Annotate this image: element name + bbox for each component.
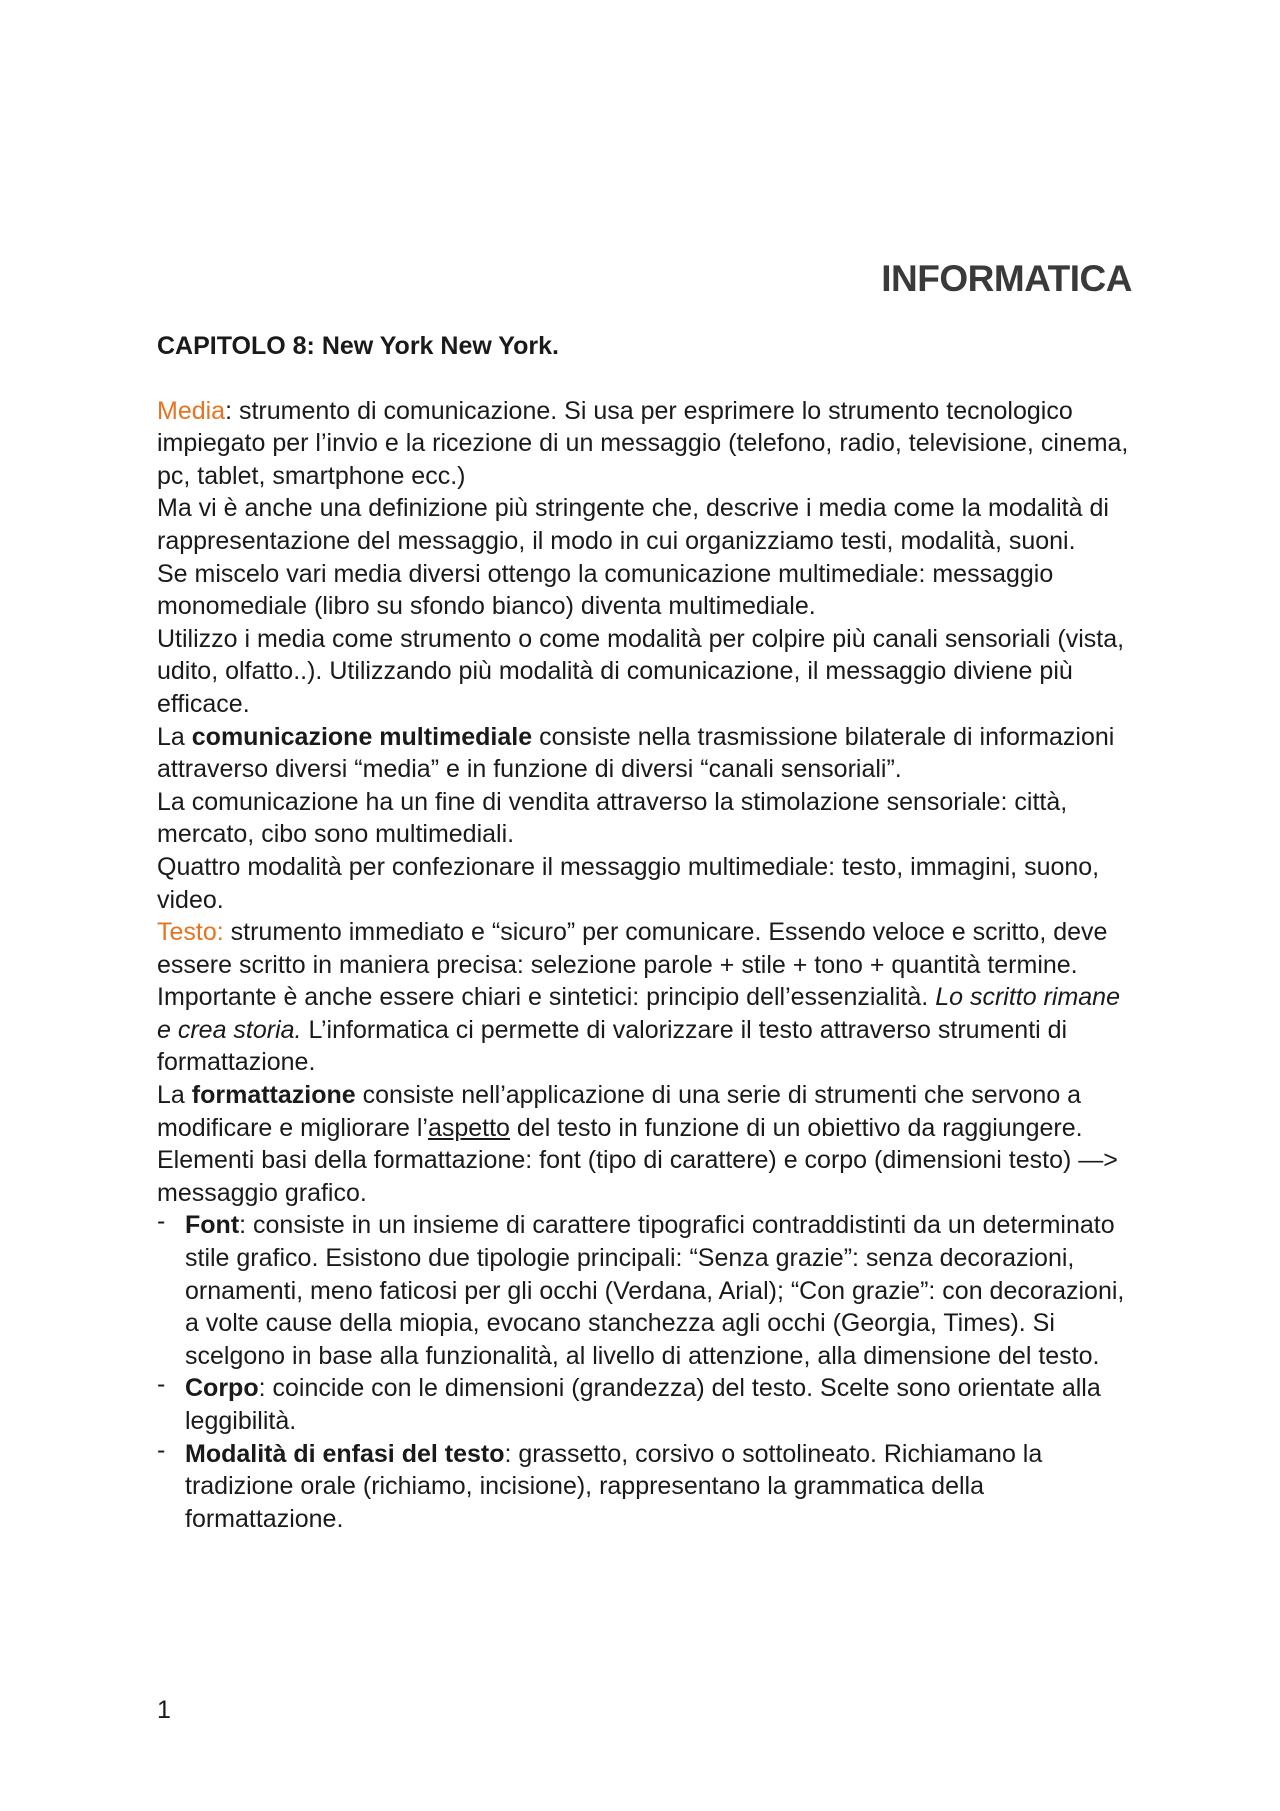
- text-fragment: consiste nella trasmissione bilaterale di informazioni attraverso diversi “media” e in funzione di diversi “canali sensoriali”.: [157, 722, 1115, 784]
- list-item-corpo: [157, 1372, 1137, 1437]
- dash-bullet: -: [157, 1435, 166, 1464]
- term-corpo: Corpo: [185, 1374, 259, 1403]
- text-fragment: La: [157, 722, 192, 751]
- list-item-text: : grassetto, corsivo o sottolineato. Richiamano la tradizione orale (richiamo, incisione), rappresentano la grammatica della formattazione.: [185, 1439, 1043, 1533]
- paragraph-vendita: La comunicazione ha un fine di vendita attraverso la stimolazione sensoriale: città, mercato, cibo sono multimediali.: [157, 787, 1068, 849]
- paragraph-multimedia-1: Se miscelo vari media diversi ottengo la comunicazione multimediale: messaggio monomediale (libro su sfondo bianco) diventa multimediale.: [157, 559, 1054, 621]
- term-comunicazione-multimediale: comunicazione multimediale: [191, 722, 533, 751]
- paragraph-comunicazione-multimediale: [157, 721, 1137, 786]
- term-media: Media: [157, 396, 226, 425]
- paragraph-multimedia-2: Utilizzo i media come strumento o come modalità per colpire più canali sensoriali (vista, udito, olfatto..). Utilizzando più modalità di comunicazione, il messaggio diviene più efficace.: [157, 624, 1125, 718]
- paragraph-media: [157, 395, 1137, 493]
- term-enfasi: Modalità di enfasi del testo: [185, 1439, 505, 1468]
- italic-quote: Lo scritto rimane e crea storia.: [157, 983, 1120, 1044]
- list-item-enfasi: [157, 1435, 1137, 1536]
- dash-bullet: -: [157, 1207, 166, 1236]
- text-fragment: L’informatica ci permette di valorizzare il testo attraverso strumenti di formattazione.: [157, 1015, 1068, 1077]
- text-fragment: consiste nell’applicazione di una serie di strumenti che servono a modificare e migliorare l’: [157, 1081, 1082, 1142]
- formatting-list: [157, 1209, 1137, 1535]
- paragraph-formattazione: [157, 1079, 1137, 1209]
- list-item-text: : coincide con le dimensioni (grandezza) del testo. Scelte sono orientate alla leggibilità.: [185, 1374, 1101, 1435]
- term-font: Font: [185, 1211, 240, 1240]
- subject-heading: INFORMATICA: [881, 258, 1132, 299]
- list-item-font: [157, 1209, 1137, 1372]
- term-testo: Testo:: [157, 918, 224, 947]
- paragraph-media-2: Ma vi è anche una definizione più stringente che, descrive i media come la modalità di rappresentazione del messaggio, il modo in cui organizziamo testi, modalità, suoni.: [157, 494, 1109, 555]
- text-fragment: del testo in funzione di un obiettivo da raggiungere. Elementi basi della formattazione: font (tipo di carattere) e corpo (dimensioni testo) —> messaggio grafico.: [157, 1113, 1118, 1207]
- list-item-text: : consiste in un insieme di carattere tipografici contraddistinti da un determinato stile grafico. Esistono due tipologie principali: “Senza grazie”: senza decorazioni, ornamenti, meno faticosi per gli occhi (Verdana, Arial); “Con grazie”: con decorazioni, a volte cause della miopia, evocano stanchezza agli occhi (Georgia, Times). Si scelgono in base alla funzionalità, al livello di attenzione, alla dimensione del testo.: [185, 1211, 1125, 1370]
- page-number: 1: [157, 1696, 171, 1724]
- document-body: [157, 330, 1137, 1535]
- term-formattazione: formattazione: [191, 1081, 356, 1110]
- paragraph-quattro-modalita: Quattro modalità per confezionare il messaggio multimediale: testo, immagini, suono, video.: [157, 852, 1100, 914]
- underlined-aspetto: aspetto: [427, 1113, 510, 1142]
- dash-bullet: -: [157, 1370, 166, 1399]
- paragraph-testo: [157, 916, 1137, 1079]
- chapter-title: CAPITOLO 8: New York New York.: [157, 332, 559, 360]
- text-fragment: strumento immediato e “sicuro” per comunicare. Essendo veloce e scritto, deve essere scritto in maniera precisa: selezione parole + stile + tono + quantità termine. Importante è anche essere chiari e sintetici: principio dell’essenzialità.: [157, 918, 1108, 1012]
- media-definition: : strumento di comunicazione. Si usa per esprimere lo strumento tecnologico impiegato per l’invio e la ricezione di un messaggio (telefono, radio, televisione, cinema, pc, tablet, smartphone ecc.): [157, 396, 1129, 490]
- text-fragment: La: [157, 1081, 192, 1110]
